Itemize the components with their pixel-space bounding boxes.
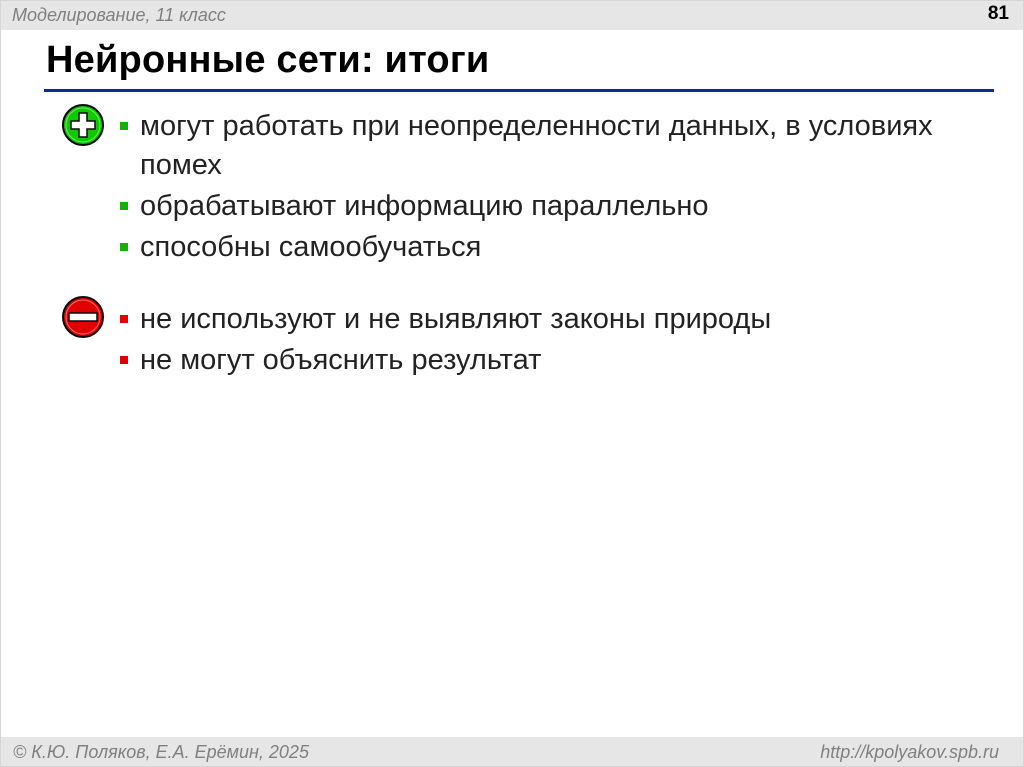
list-item: [118, 187, 938, 226]
site-link[interactable]: http://kpolyakov.spb.ru: [820, 742, 999, 762]
authors-label: © К.Ю. Поляков, Е.А. Ерёмин, 2025: [13, 742, 309, 762]
bullet-marker: [120, 122, 128, 130]
list-item: [118, 107, 938, 185]
list-item-text: могут работать при неопределенности данных, в условиях помех: [140, 110, 933, 181]
list-item-text: не могут объяснить результат: [140, 344, 542, 376]
bullet-marker: [120, 356, 128, 364]
pros-list: [118, 107, 938, 269]
plus-icon: [62, 104, 104, 146]
list-item: [118, 341, 938, 380]
bullet-marker: [120, 202, 128, 210]
list-item-text: не используют и не выявляют законы природы: [140, 303, 772, 335]
list-item: [118, 300, 938, 339]
slide-title: Нейронные сети: итоги: [46, 39, 490, 81]
page-number: 81: [987, 3, 1009, 24]
title-underline: [44, 89, 994, 92]
list-item-text: способны самообучаться: [140, 231, 482, 263]
footer-bar: [1, 737, 1023, 766]
bullet-marker: [120, 315, 128, 323]
list-item-text: обрабатывают информацию параллельно: [140, 190, 709, 222]
header-bar: [1, 1, 1023, 30]
minus-icon: [62, 296, 104, 338]
bullet-marker: [120, 243, 128, 251]
course-label: Моделирование, 11 класс: [12, 5, 226, 25]
list-item: [118, 228, 938, 267]
cons-list: [118, 300, 938, 382]
